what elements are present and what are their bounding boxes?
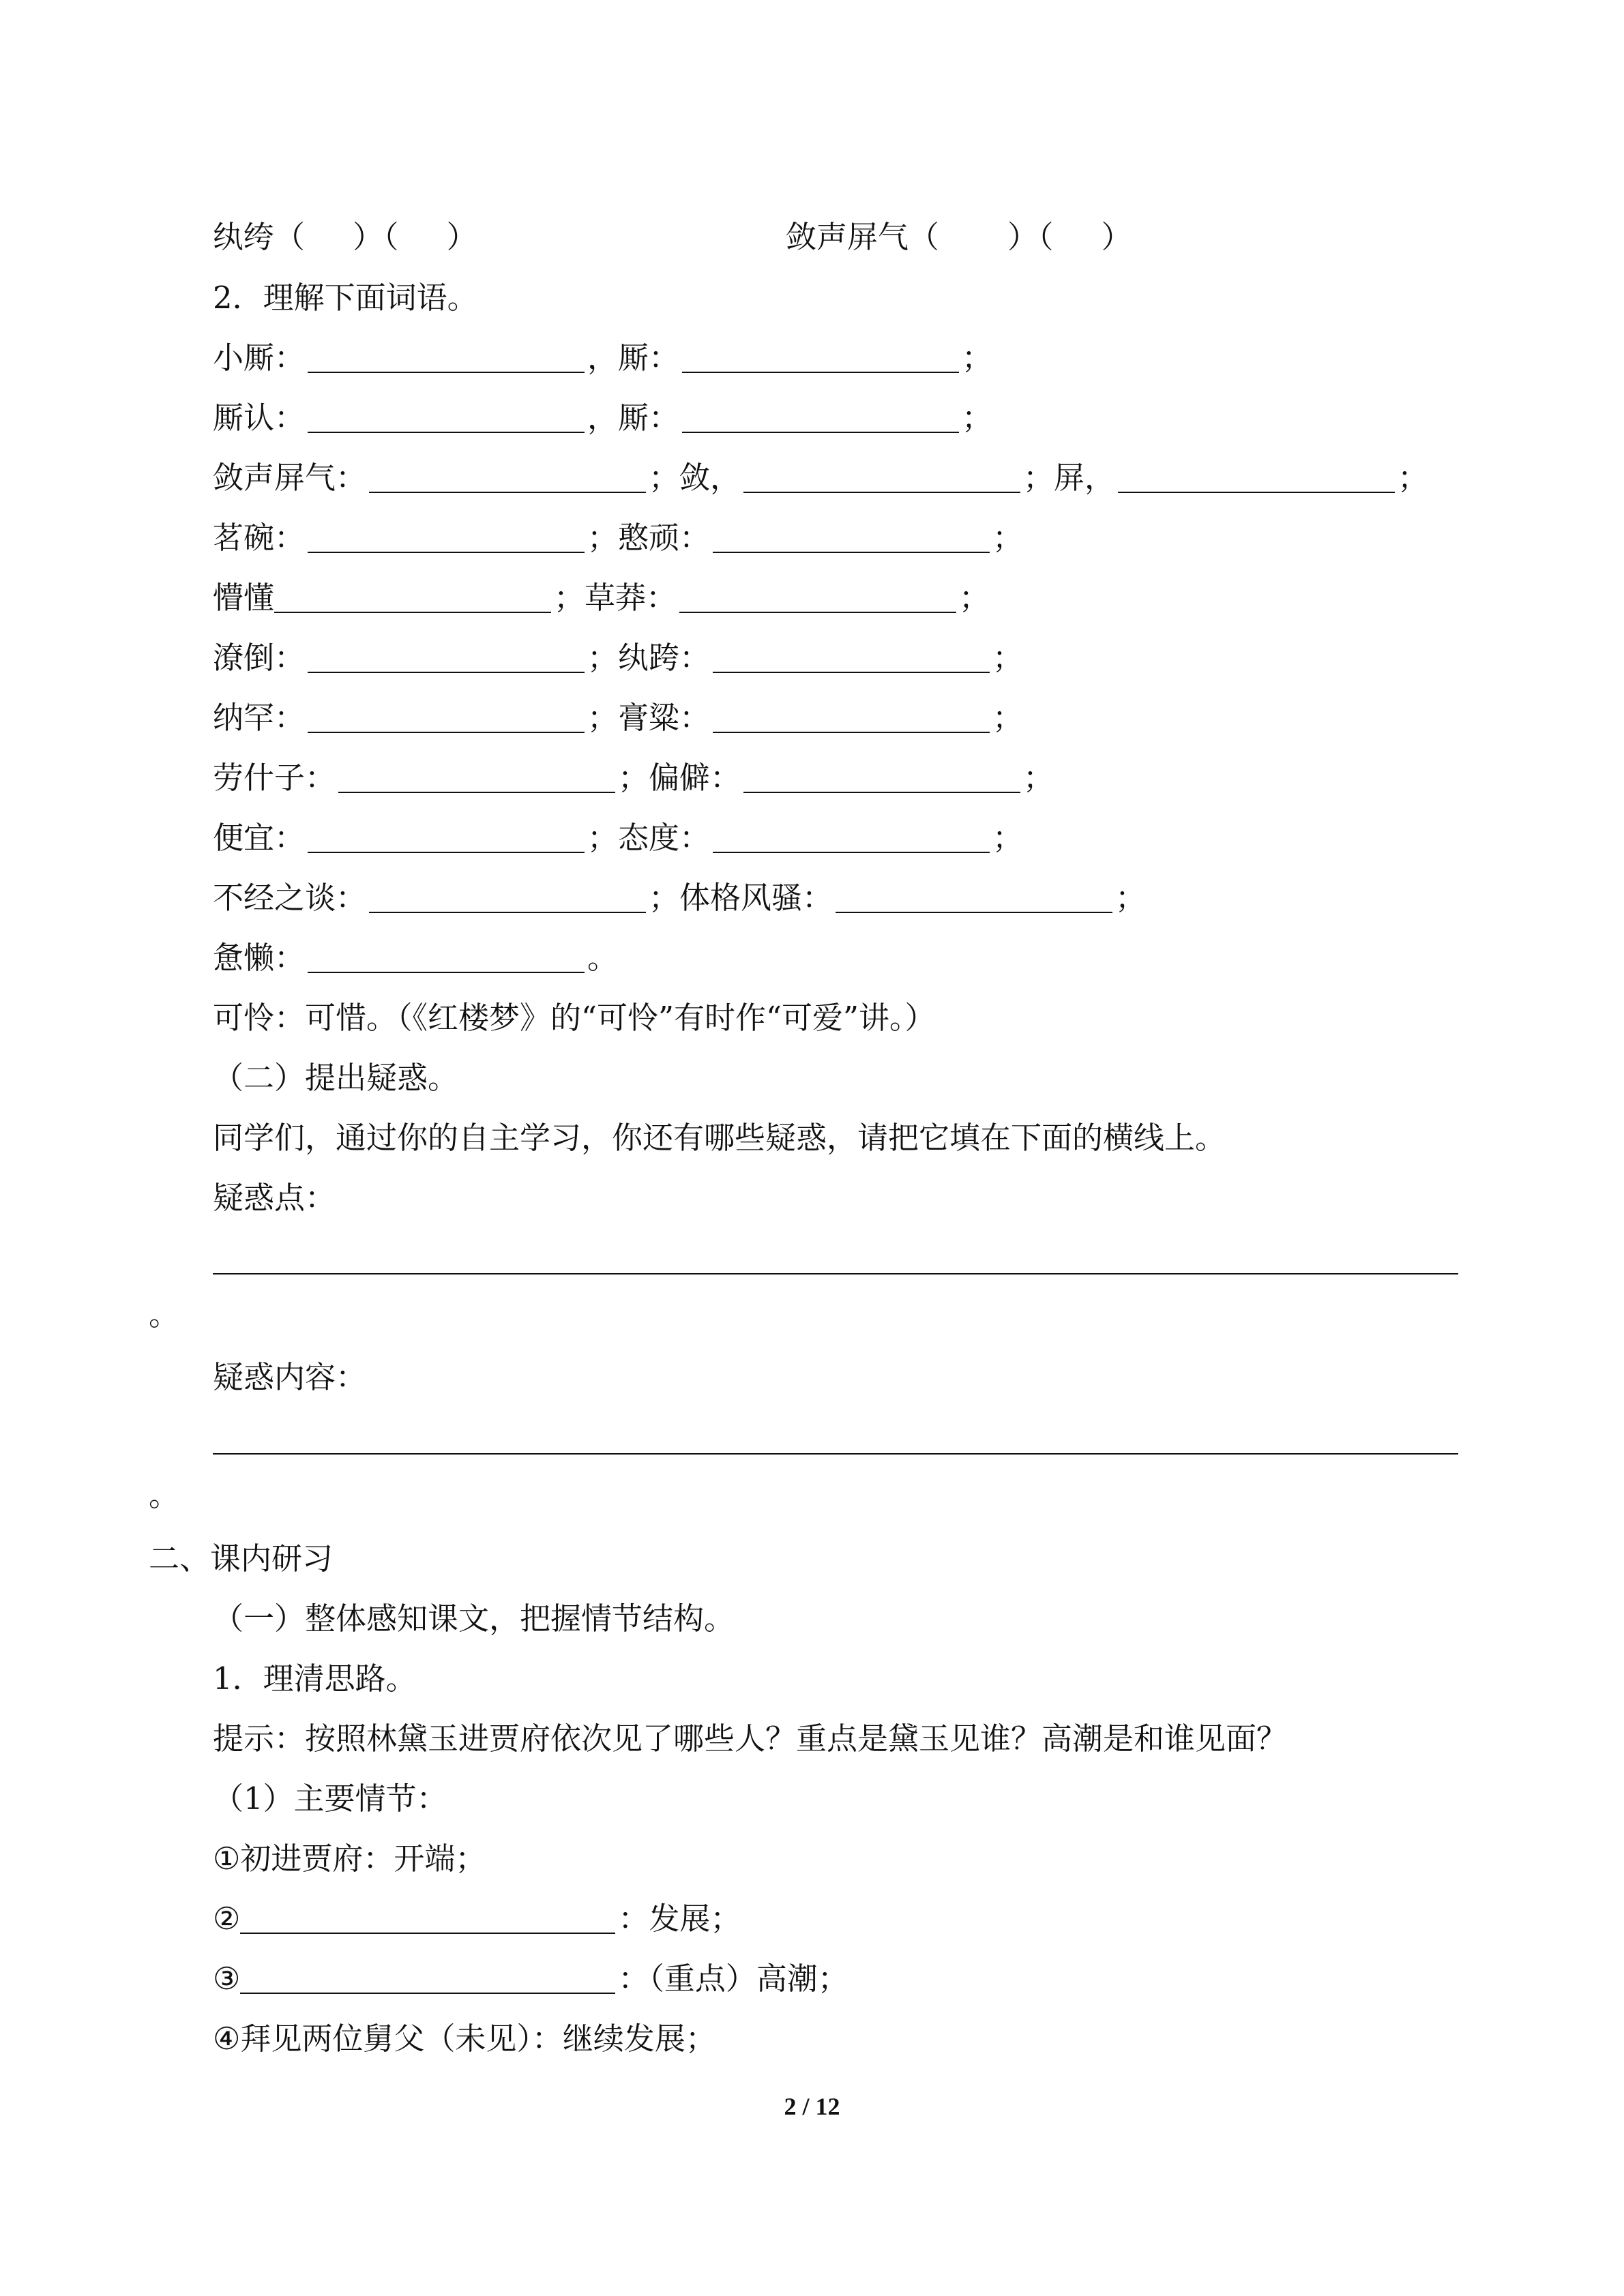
vocab-label: ；憨顽：	[587, 520, 711, 556]
plot-number: ②	[213, 1900, 241, 1937]
vocab-label: ；态度：	[587, 820, 711, 856]
answer-blank[interactable]	[369, 460, 646, 493]
vocab-label: 潦倒：	[213, 640, 306, 676]
plot-item-2	[213, 1873, 741, 1937]
vocab-row-xiaosi	[213, 312, 993, 376]
answer-blank[interactable]	[713, 820, 990, 853]
vocab-label: 懵懂	[213, 580, 275, 616]
vocab-label: 劳什子：	[213, 760, 336, 796]
plot-number: ③	[213, 1960, 241, 1997]
field-label: 疑惑内容：	[213, 1359, 367, 1395]
answer-blank[interactable]	[743, 460, 1020, 493]
question-2-heading	[213, 252, 478, 316]
part-2-hint	[213, 1693, 1288, 1757]
punctuation: ；	[992, 700, 1024, 736]
doubts-instruction	[213, 1092, 1226, 1156]
vocab-label: ；偏僻：	[618, 760, 741, 796]
plot-item-1	[213, 1813, 486, 1877]
vocab-label: ；膏粱：	[587, 700, 711, 736]
word-wanku-mid: ）（	[353, 219, 399, 255]
question-text: 1．理清思路。	[213, 1660, 417, 1697]
section-heading: （一）整体感知课文，把握情节结构。	[213, 1600, 735, 1637]
hint-text: 提示：按照林黛玉进贾府依次见了哪些人？重点是黛玉见谁？高潮是和谁见面？	[213, 1720, 1288, 1757]
vocab-label: 不经之谈：	[213, 880, 367, 916]
doubt-point-answer-line[interactable]	[213, 1273, 1458, 1274]
word-wanku-label: 纨绔（	[213, 219, 306, 255]
vocab-label: ；纨跨：	[587, 640, 711, 676]
punctuation: ；	[992, 520, 1024, 556]
answer-blank[interactable]	[743, 760, 1020, 793]
pinyin-row-2	[786, 191, 1132, 255]
answer-blank[interactable]	[308, 340, 585, 373]
punctuation: ；	[962, 400, 993, 436]
vocab-row-shaolan	[213, 912, 619, 976]
punctuation: ；	[1115, 880, 1147, 916]
doubts-heading	[213, 1032, 459, 1096]
vocab-row-bujingzhitan	[213, 852, 1147, 916]
vocab-label: 敛声屏气：	[213, 460, 367, 496]
vocab-label: 惫懒：	[213, 940, 306, 976]
vocab-row-nahan	[213, 672, 1024, 736]
word-lianshengpingqi-label: 敛声屏气（	[786, 219, 940, 255]
answer-blank[interactable]	[682, 400, 959, 433]
vocab-row-siren	[213, 372, 993, 436]
answer-blank[interactable]	[836, 880, 1112, 913]
answer-blank[interactable]	[369, 880, 646, 913]
part-2-heading	[149, 1512, 334, 1577]
vocab-label: ；屏，	[1023, 460, 1116, 496]
plot-text: 初进贾府：开端；	[240, 1840, 486, 1877]
word-lianshengpingqi-end: ）	[1101, 219, 1132, 255]
vocab-row-mingwan	[213, 492, 1024, 556]
plot-number: ④	[213, 2021, 241, 2057]
vocab-label: 便宜：	[213, 820, 306, 856]
answer-blank[interactable]	[338, 760, 615, 793]
part-2-sub-1	[213, 1572, 735, 1637]
punctuation: ；	[992, 640, 1024, 676]
answer-blank[interactable]	[713, 700, 990, 733]
vocab-row-lianshengpingqi	[213, 432, 1429, 496]
field-label: （1）主要情节：	[213, 1780, 447, 1817]
punctuation: ；	[1398, 460, 1429, 496]
answer-blank[interactable]	[679, 580, 956, 613]
plot-text: 拜见两位舅父（未见）：继续发展；	[240, 2021, 716, 2057]
answer-blank[interactable]	[308, 640, 585, 673]
part-heading: 二、课内研习	[149, 1540, 334, 1577]
plot-text: ：（重点）高潮；	[618, 1960, 848, 1997]
answer-blank[interactable]	[713, 640, 990, 673]
part-2-q1	[213, 1632, 417, 1697]
vocab-row-laoshizi	[213, 732, 1054, 796]
plot-item-3	[213, 1933, 848, 1997]
question-2-text: 2．理解下面词语。	[213, 280, 478, 316]
plot-number: ①	[213, 1840, 241, 1877]
vocab-label: 厮认：	[213, 400, 306, 436]
punctuation: ；	[1023, 760, 1054, 796]
answer-blank[interactable]	[682, 340, 959, 373]
doubt-content-label	[213, 1331, 367, 1395]
punctuation: ；	[962, 340, 993, 376]
answer-blank[interactable]	[308, 700, 585, 733]
doubt-point-label	[213, 1152, 336, 1216]
vocab-label: ；体格风骚：	[649, 880, 833, 916]
plot-text: ：发展；	[618, 1900, 741, 1937]
vocab-row-liaodao	[213, 612, 1024, 676]
answer-blank[interactable]	[308, 940, 585, 973]
word-lianshengpingqi-mid: ）（	[1007, 219, 1054, 255]
punctuation: 。	[149, 1477, 180, 1513]
answer-blank[interactable]	[274, 580, 551, 613]
answer-blank[interactable]	[308, 520, 585, 553]
punctuation: ；	[959, 580, 990, 616]
section-heading: （二）提出疑惑。	[213, 1060, 459, 1096]
answer-blank[interactable]	[713, 520, 990, 553]
vocab-label: 纳罕：	[213, 700, 306, 736]
vocab-label: ；敛，	[649, 460, 741, 496]
vocab-label: ，厮：	[587, 340, 680, 376]
punctuation: 。	[149, 1296, 180, 1332]
doubt-point-end	[149, 1275, 179, 1330]
vocab-row-pianyi	[213, 792, 1024, 856]
instruction-text: 同学们，通过你的自主学习，你还有哪些疑惑，请把它填在下面的横线上。	[213, 1120, 1226, 1156]
answer-blank[interactable]	[240, 1901, 615, 1934]
plot-label	[213, 1753, 447, 1817]
vocab-label: ，厮：	[587, 400, 680, 436]
word-wanku-end: ）	[446, 219, 477, 255]
vocab-label: 小厮：	[213, 340, 306, 376]
vocab-row-mengdong	[213, 552, 990, 616]
punctuation: 。	[587, 940, 619, 976]
kelian-note	[213, 972, 936, 1036]
answer-blank[interactable]	[240, 1961, 615, 1994]
vocab-label: 茗碗：	[213, 520, 306, 556]
answer-blank[interactable]	[308, 400, 585, 433]
punctuation: ；	[992, 820, 1024, 856]
note-text: 可怜：可惜。（《红楼梦》的“可怜”有时作“可爱”讲。）	[213, 1000, 936, 1036]
page-number: 2 / 12	[784, 2093, 840, 2120]
answer-blank[interactable]	[1118, 460, 1395, 493]
answer-blank[interactable]	[308, 820, 585, 853]
field-label: 疑惑点：	[213, 1180, 336, 1216]
doubt-content-answer-line[interactable]	[213, 1453, 1458, 1455]
doubt-content-end	[149, 1456, 180, 1513]
plot-item-4	[213, 1993, 716, 2057]
vocab-label: ；草莽：	[554, 580, 677, 616]
pinyin-row-1	[213, 191, 477, 255]
